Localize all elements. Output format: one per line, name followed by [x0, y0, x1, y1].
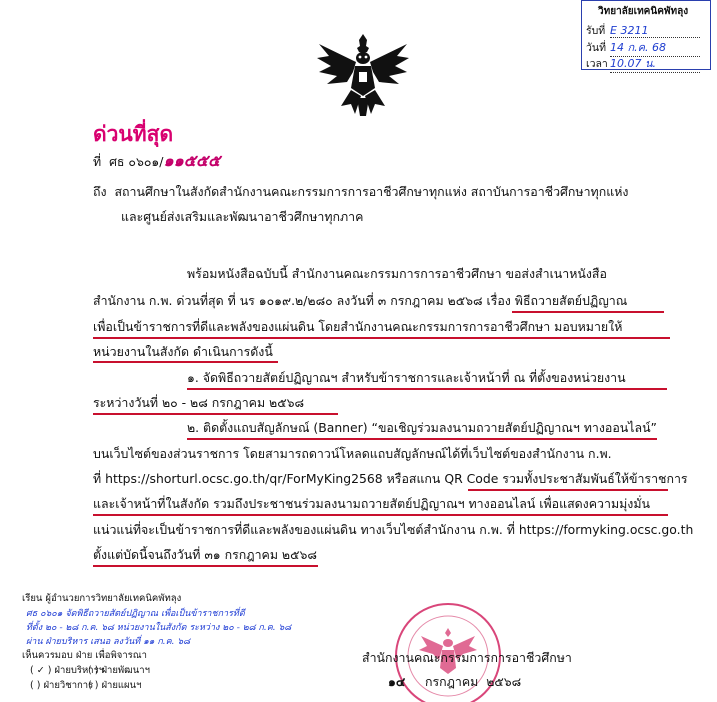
- dept-option: ( ) ฝ่ายวิชาการ: [30, 680, 94, 691]
- signing-date: [388, 676, 521, 688]
- ref-number: ๑๑๕๕๕: [163, 151, 221, 170]
- to-line-1: [93, 186, 628, 198]
- date-day: ๑๔: [388, 674, 406, 689]
- stamp-label: เวลา: [586, 58, 608, 70]
- body-line: พร้อมหนังสือฉบับนี้ สำนักงานคณะกรรมการการอาชีวศึกษา ขอส่งสำเนาหนังสือ: [187, 266, 607, 281]
- handwritten-note: ที่ตั้ง ๒๐ - ๒๘ ก.ค. ๖๘ หน่วยงานในสังกัด ระหว่าง ๒๐ - ๒๘ ก.ค. ๖๘: [26, 623, 292, 633]
- stamp-label: วันที่: [586, 42, 606, 54]
- stamp-org: วิทยาลัยเทคนิคพัทลุง: [598, 6, 689, 17]
- highlight-underline: [93, 361, 278, 363]
- highlight-underline: [468, 489, 668, 491]
- date-year: ๒๕๖๘: [486, 674, 522, 689]
- highlight-underline: [93, 337, 670, 339]
- body-line: เพื่อเป็นข้าราชการที่ดีและพลังของแผ่นดิน โดยสำนักงานคณะกรรมการการอาชีวศึกษา มอบหมายให้: [93, 319, 623, 334]
- highlight-underline: [93, 514, 668, 516]
- receipt-stamp: [581, 0, 711, 70]
- body-line: บนเว็บไซต์ของส่วนราชการ โดยสามารถดาวน์โหลดแถบสัญลักษณ์ได้ที่เว็บไซต์ของสำนักงาน ก.พ.: [93, 446, 612, 461]
- date-month: กรกฎาคม: [424, 674, 479, 689]
- stamp-value: E 3211: [610, 24, 700, 38]
- highlight-underline: [187, 388, 667, 390]
- highlight-underline: [93, 565, 318, 567]
- urgency-label: ด่วนที่สุด: [93, 122, 174, 146]
- dept-option: ( ) ฝ่ายพัฒนาฯ: [88, 665, 150, 676]
- handwritten-note: ศธ ๐๖๐๑ จัดพิธีถวายสัตย์ปฏิญาณ เพื่อเป็นข้าราชการที่ดี: [26, 609, 245, 619]
- endorsement-assign: เห็นควรมอบ ฝ่าย เพื่อพิจารณา: [22, 650, 147, 661]
- body-line: แน่วแน่ที่จะเป็นข้าราชการที่ดีและพลังของแผ่นดิน ทางเว็บไซต์สำนักงาน ก.พ. ที่ https://formyking.ocsc.go.th: [93, 522, 694, 537]
- ref-value: ศธ ๐๖๐๑/: [109, 154, 164, 169]
- signing-office: สำนักงานคณะกรรมการการอาชีวศึกษา: [362, 650, 572, 665]
- body-line: ตั้งแต่บัดนี้จนถึงวันที่ ๓๑ กรกฎาคม ๒๕๖๘: [93, 547, 317, 562]
- to-line-2: และศูนย์ส่งเสริมและพัฒนาอาชีวศึกษาทุกภาค: [121, 209, 364, 224]
- dept-option: ( ) ฝ่ายแผนฯ: [88, 680, 142, 691]
- stamp-row-number: [586, 22, 700, 39]
- ref-label: ที่: [93, 154, 102, 169]
- highlight-underline: [187, 438, 657, 440]
- stamp-value: 10.07 น.: [610, 54, 700, 73]
- reference-line: [93, 153, 220, 169]
- stamp-value: 14 ก.ค. 68: [610, 38, 700, 57]
- body-line: ๒. ติดตั้งแถบสัญลักษณ์ (Banner) “ขอเชิญร่วมลงนามถวายสัตย์ปฏิญาณฯ ทางออนไลน์”: [187, 420, 657, 435]
- handwritten-note: ผ่าน ฝ่ายบริหาร เสนอ ลงวันที่ ๑๑ ก.ค. ๖๘: [26, 637, 191, 647]
- body-line: ที่ https://shorturl.ocsc.go.th/qr/ForMyKing2568 หรือสแกน QR Code รวมทั้งประชาสัมพันธ์ให้ข้าราชการ: [93, 471, 688, 486]
- body-line: สำนักงาน ก.พ. ด่วนที่สุด ที่ นร ๑๐๑๙.๒/๒๘๐ ลงวันที่ ๓ กรกฎาคม ๒๕๖๘ เรื่อง พิธีถวายสัตย์ปฏิญาณ: [93, 293, 628, 308]
- garuda-emblem-icon: [315, 32, 411, 122]
- highlight-underline: [512, 311, 664, 313]
- body-line: ระหว่างวันที่ ๒๐ - ๒๘ กรกฎาคม ๒๕๖๘: [93, 395, 305, 410]
- body-line: หน่วยงานในสังกัด ดำเนินการดังนี้: [93, 344, 273, 359]
- highlight-underline: [93, 413, 338, 415]
- endorsement-heading: เรียน ผู้อำนวยการวิทยาลัยเทคนิคพัทลุง: [22, 593, 182, 604]
- body-line: ๑. จัดพิธีถวายสัตย์ปฏิญาณฯ สำหรับข้าราชการและเจ้าหน้าที่ ณ ที่ตั้งของหน่วยงาน: [187, 370, 626, 385]
- body-line: และเจ้าหน้าที่ในสังกัด รวมถึงประชาชนร่วมลงนามถวายสัตย์ปฏิญาณฯ ทางออนไลน์ เพื่อแสดงความมุ่งมั่น: [93, 496, 650, 511]
- stamp-row-time: [586, 54, 700, 73]
- to-recipients: สถานศึกษาในสังกัดสำนักงานคณะกรรมการการอาชีวศึกษาทุกแห่ง สถาบันการอาชีวศึกษาทุกแห่ง: [114, 184, 629, 199]
- dept-option: ( ✓ ) ฝ่ายบริหารฯ: [30, 665, 105, 676]
- to-label: ถึง: [93, 184, 107, 199]
- stamp-label: รับที่: [586, 25, 606, 37]
